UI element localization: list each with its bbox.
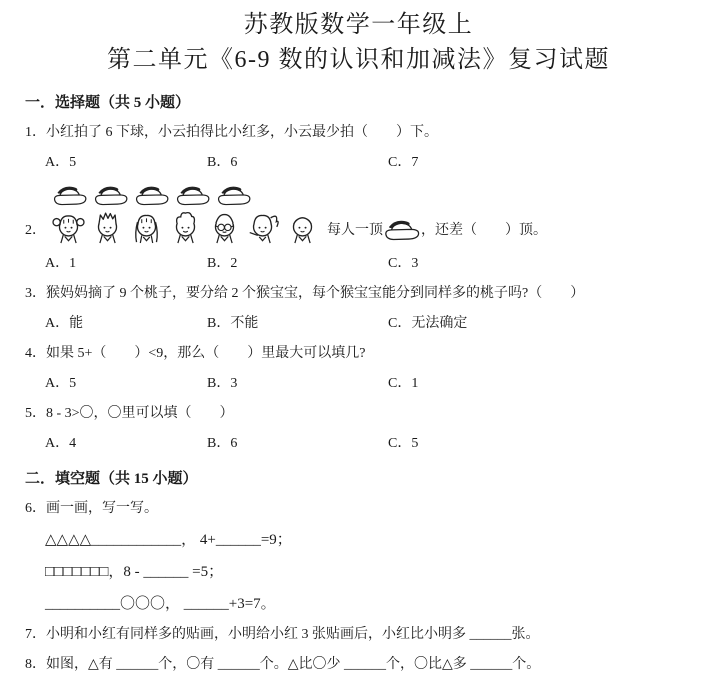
kid-girl-ponytail-icon [245,206,282,244]
question-8-text: 如图，△有 ______个，〇有 ______个。△比〇少 ______个，〇比△多 ______个。 [46,657,541,672]
question-3-options [25,314,692,334]
hat-icon [383,219,421,241]
page-subtitle: 第二单元《6-9 数的认识和加减法》复习试题 [107,47,610,73]
question-2-option-c: C．3 [388,256,419,271]
question-7-text: 小明和小红有同样多的贴画，小明给小红 3 张贴画后，小红比小明多 ______张。 [46,627,540,642]
hat-icon [175,185,211,206]
question-4 [25,344,692,364]
page-title: 苏教版数学一年级上 [243,12,474,38]
question-4-option-c: C．1 [388,376,419,391]
kid-girl-pigtails-icon [50,206,87,244]
question-1 [25,123,692,143]
question-1-option-c: C．7 [388,155,419,170]
kids-row [50,206,323,244]
question-1-number: 1． [25,125,46,140]
question-4-option-a: A．5 [45,376,77,391]
question-8-number: 8． [25,657,46,672]
question-3 [25,284,692,304]
question-2-option-a: A．1 [45,256,77,271]
question-4-text: 如果 5+（ ）<9，那么（ ）里最大可以填几? [46,346,366,361]
kid-boy-curly-icon [167,206,204,244]
question-1-text: 小红拍了 6 下球，小云拍得比小红多，小云最少拍（ ）下。 [46,125,438,140]
question-6-text: 画一画，写一写。 [46,501,158,516]
kid-boy-glasses-icon [206,206,243,244]
question-3-number: 3． [25,286,46,301]
question-6-line-squares: □□□□□□□，8 - ______ =5； [45,564,224,580]
question-7-number: 7． [25,627,46,642]
question-5 [25,404,692,424]
question-2-text [327,219,547,244]
question-5-options [25,434,692,454]
kid-boy-spiky-icon [89,206,126,244]
question-6-line-triangles: △△△△____________， 4+______=9； [45,532,292,548]
question-5-number: 5． [25,406,46,421]
section-1-heading: 一．选择题（共 5 小题） [25,95,191,111]
question-1-option-b: B．6 [207,155,238,170]
question-4-number: 4． [25,346,46,361]
question-3-option-a: A．能 [45,316,84,331]
question-8 [25,655,692,675]
question-2-options [25,254,692,274]
question-1-option-a: A．5 [45,155,77,170]
question-2-text-before: 每人一顶 [327,223,383,238]
question-2-number: 2． [25,223,46,238]
question-2-option-b: B．2 [207,256,238,271]
question-3-option-c: C．无法确定 [388,316,468,331]
hat-icon [216,185,252,206]
section-2-heading: 二．填空题（共 15 小题） [25,471,198,487]
hat-icon [134,185,170,206]
question-2-figure [50,185,323,244]
hat-icon [52,185,88,206]
kid-girl-longhair-icon [128,206,165,244]
question-3-option-b: B．不能 [207,316,259,331]
question-6-line-circles: __________〇〇〇， ______+3=7。 [45,596,276,612]
question-5-option-a: A．4 [45,436,77,451]
hats-row [50,185,323,206]
question-5-text: 8 - 3>〇，〇里可以填（ ） [46,406,234,421]
question-4-options [25,374,692,394]
question-7 [25,625,692,645]
question-5-option-b: B．6 [207,436,238,451]
question-2-text-after: ，还差（ ）顶。 [421,223,547,238]
question-5-option-c: C．5 [388,436,419,451]
question-6-number: 6． [25,501,46,516]
question-4-option-b: B．3 [207,376,238,391]
kid-boy-dark-icon [284,206,321,244]
question-3-text: 猴妈妈摘了 9 个桃子，要分给 2 个猴宝宝，每个猴宝宝能分到同样多的桃子吗?（ ） [46,286,585,301]
question-1-options [25,153,692,173]
question-6 [25,499,692,519]
hat-icon [93,185,129,206]
question-2 [25,185,692,244]
